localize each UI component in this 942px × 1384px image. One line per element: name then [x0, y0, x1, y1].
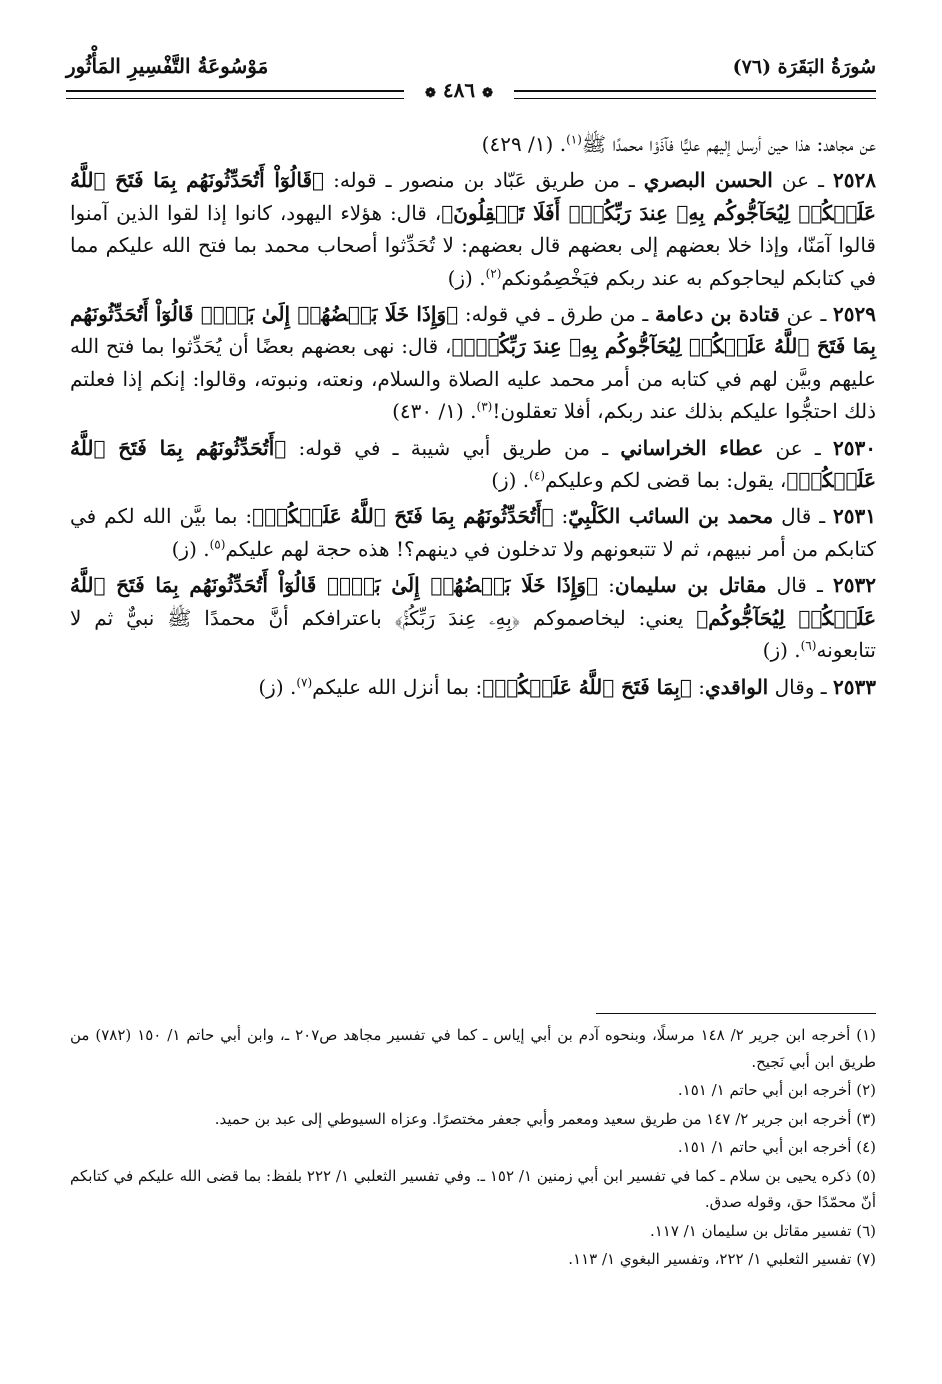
narration-text: ، قال: نهى بعضهم بعضًا أن يُحَدِّثوا بما فتح الله عليهم وبيَّن لهم في كتابه من أمر محمد عليه الصلاة والسلام، ونعته، ونبوته، وقالوا: إنكم إذا فعلتم ذلك احتجُّوا عليكم بذلك عند ربكم، أفلا تعقلون! [70, 334, 876, 424]
page-number: ٤٨٦ [442, 78, 476, 102]
narration-paragraph [70, 298, 876, 428]
narration-chain: : [598, 573, 615, 598]
narration-number: ٢٥٣٠ [833, 435, 877, 460]
narration-text: عن مجاهد: هذا حين أرسل إليهم عليًّا فآذَوْا محمدًا ﷺ [581, 132, 876, 156]
narration-intro: ـ قال [766, 573, 833, 598]
footnote-ref: (٧) [296, 674, 313, 689]
footnote-divider [596, 1013, 876, 1014]
narration-text: : بما أنزل الله عليكم [312, 674, 483, 699]
quran-quote: ﴿قَالُوٓاْ أَتُحَدِّثُونَهُم بِمَا فَتَحَ ٱللَّهُ عَلَيۡكُمۡ لِيُحَآجُّوكُم بِهِۦ عِندَ رَبِّكُمۡۚ أَفَلَا تَعۡقِلُونَ﴾ [70, 168, 876, 225]
narration-intro: ـ عن [779, 302, 834, 327]
narration-source: . (ز) [258, 674, 297, 699]
narrator-name: قتادة بن دعامة [654, 302, 780, 327]
narration-chain: : [553, 504, 569, 529]
footnote: (٧) تفسير الثعلبي ١/ ٢٢٢، وتفسير البغوي ١/ ١١٣. [568, 1250, 876, 1268]
surah-title: سُورَةُ البَقَرَة (٧٦) [732, 56, 876, 78]
narration-text: يعني: ليخاصموكم ﴿بِهِۦ عِندَ رَبِّكُمۡۚ﴾ باعترافكم أنَّ محمدًا ﷺ نبيٌّ ثم لا تتابعونه [70, 605, 876, 663]
quran-quote: ﴿بِمَا فَتَحَ ٱللَّهُ عَلَيۡكُمۡ﴾ [482, 674, 692, 699]
footnote: (١) أخرجه ابن جرير ٢/ ١٤٨ مرسلًا، وبنحوه آدم بن أبي إياس ـ كما في تفسير مجاهد ص٢٠٧ ـ، وابن أبي حاتم ١/ ١٥٠ (٧٨٢) من طريق ابن أبي نَجيح. [70, 1026, 877, 1071]
narrator-name: مقاتل بن سليمان [614, 573, 767, 598]
narration-number: ٢٥٣١ [833, 504, 876, 529]
quran-quote: ﴿وَإِذَا خَلَا بَعۡضُهُمۡ إِلَىٰ بَعۡضٖ قَالُوٓاْ أَتُحَدِّثُونَهُم بِمَا فَتَحَ ٱللَّهُ عَلَيۡكُمۡ لِيُحَآجُّوكُم بِهِۦ عِندَ رَبِّكُمۡۚ﴾ [70, 302, 877, 359]
narration-paragraph [70, 432, 876, 497]
footnotes [70, 1022, 876, 1275]
page-header [66, 48, 876, 104]
narration-source: . (ز) [491, 468, 530, 493]
ornament-icon: ❁ [482, 86, 493, 101]
narration-chain: ـ من طرق ـ في قوله: [458, 302, 655, 327]
footnote-ref: (٥) [209, 537, 226, 552]
narration-intro: ـ عن [763, 435, 834, 460]
quran-quote: ﴿وَإِذَا خَلَا بَعۡضُهُمۡ إِلَىٰ بَعۡضٖ قَالُوٓاْ أَتُحَدِّثُونَهُم بِمَا فَتَحَ ٱللَّهُ عَلَيۡكُمۡ لِيُحَآجُّوكُم﴾ [70, 573, 877, 630]
footnote-ref: (٢) [485, 265, 502, 280]
narration-paragraph [70, 164, 876, 294]
narration-number: ٢٥٢٩ [833, 302, 877, 327]
footnote-ref: (٦) [800, 638, 817, 653]
narration-intro: ـ قال [773, 504, 834, 529]
narration-source: . (١/ ٤٣٠) [392, 399, 477, 424]
narration-number: ٢٥٢٨ [833, 168, 876, 193]
narrator-name: عطاء الخراساني [620, 435, 764, 460]
narration-paragraph [70, 500, 876, 565]
main-text [70, 128, 876, 707]
narration-number: ٢٥٣٣ [833, 674, 876, 699]
narrator-name: محمد بن السائب الكَلْبِيّ [568, 504, 774, 529]
narration-paragraph [70, 671, 876, 703]
narrator-name: الواقدي [704, 674, 769, 699]
narration-source: . (ز) [447, 265, 486, 290]
narration-source: . (ز) [762, 638, 801, 663]
ornament-icon: ❁ [425, 86, 436, 101]
narration-number: ٢٥٣٢ [833, 573, 876, 598]
header-rule-right [514, 90, 876, 99]
narration-text: ، يقول: بما قضى لكم وعليكم [545, 468, 787, 493]
narration-source: . (١/ ٤٢٩) [481, 132, 567, 156]
narration-chain: ـ من طريق عَبّاد بن منصور ـ قوله: [324, 168, 644, 193]
narration-paragraph [70, 569, 876, 666]
footnote-ref: (٣) [476, 399, 493, 414]
narration-chain: : [691, 674, 705, 699]
quran-quote: ﴿أَتُحَدِّثُونَهُم بِمَا فَتَحَ ٱللَّهُ عَلَيۡكُمۡ﴾ [70, 435, 876, 493]
narration-text: ، قال: هؤلاء اليهود، كانوا إذا لقوا الذين آمنوا قالوا آمَنّا، وإذا خلا بعضهم إلى بعضهم قال بعضهم: لا تُحَدِّثوا أصحاب محمد بما فتح الله عليكم مما في كتابكم ليحاجوكم به عند ربكم فيَخْصِمُونكم [70, 200, 876, 290]
footnote: (٥) ذكره يحيى بن سلام ـ كما في تفسير ابن أبي زمنين ١/ ١٥٢ ـ. وفي تفسير الثعلبي ١/ ٢٢٢ بلفظ: بما قضى الله عليكم في كتابكم أنّ محمّدًا حق، وقوله صدق. [70, 1166, 877, 1211]
narration-source: . (ز) [171, 536, 210, 561]
book-title: مَوْسُوعَةُ التَّفْسِيرِ المَأْثُور [66, 54, 269, 78]
narration-text: : بما بيَّن الله لكم في كتابكم من أمر نبيهم، ثم لا تتبعونهم ولا تدخلون في دينهم؟! هذه حجة لهم عليكم [70, 504, 876, 561]
footnote: (٤) أخرجه ابن أبي حاتم ١/ ١٥١. [677, 1138, 876, 1156]
narration-paragraph [70, 128, 876, 160]
header-rule-left [66, 90, 404, 99]
footnote-ref: (١) [566, 132, 582, 147]
footnote-ref: (٤) [529, 468, 545, 483]
footnote: (٢) أخرجه ابن أبي حاتم ١/ ١٥١. [677, 1081, 876, 1099]
page-number-group [404, 78, 514, 102]
narrator-name: الحسن البصري [643, 168, 773, 193]
narration-chain: ـ من طريق أبي شيبة ـ في قوله: [286, 435, 621, 460]
narration-intro: ـ وقال [768, 674, 834, 699]
footnote: (٣) أخرجه ابن جرير ٢/ ١٤٧ من طريق سعيد ومعمر وأبي جعفر مختصرًا. وعزاه السيوطي إلى عبد بن حميد. [214, 1109, 876, 1128]
quran-quote: ﴿أَتُحَدِّثُونَهُم بِمَا فَتَحَ ٱللَّهُ عَلَيۡكُمۡ﴾ [252, 504, 554, 529]
narration-intro: ـ عن [772, 168, 834, 193]
footnote: (٦) تفسير مقاتل بن سليمان ١/ ١١٧. [649, 1221, 876, 1240]
